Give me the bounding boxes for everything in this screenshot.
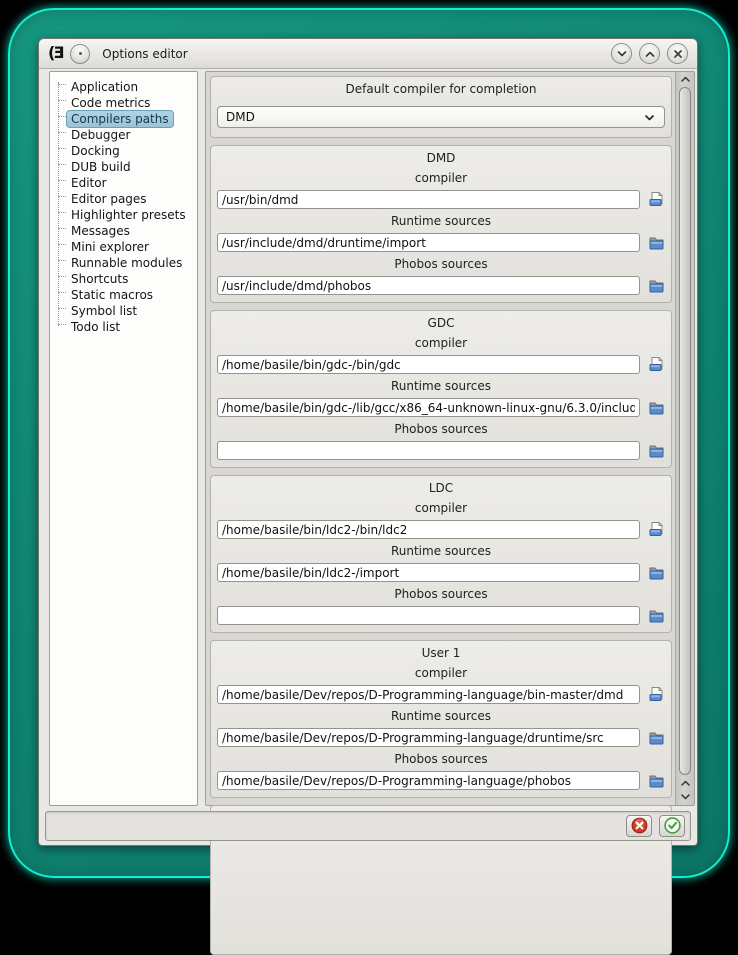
chevron-down-icon [616,48,628,60]
statusbar-panel [45,811,691,841]
field-label: Phobos sources [394,752,488,766]
browse-file-button[interactable] [646,355,666,374]
open-file-icon [648,356,665,373]
browse-folder-button[interactable] [646,441,666,460]
sidebar-item-messages[interactable]: Messages [71,224,130,238]
ldc-compiler-input[interactable] [217,520,640,539]
field-label: Runtime sources [390,544,492,558]
user1-compiler-input[interactable] [217,685,640,704]
folder-icon [648,400,665,416]
sidebar-item-editor[interactable]: Editor [71,176,107,190]
window-menu-button[interactable] [70,44,90,64]
chevron-up-icon [680,779,691,788]
open-file-icon [648,521,665,538]
field-label: Phobos sources [394,257,488,271]
chevron-down-icon [680,792,691,801]
app-logo-icon: (Ǝ [48,42,63,62]
field-label: Runtime sources [390,709,492,723]
sidebar-item-highlighter-presets[interactable]: Highlighter presets [71,208,186,222]
chevron-up-icon [680,75,691,84]
sidebar-item-todo-list[interactable]: Todo list [71,320,121,334]
close-button[interactable] [667,43,688,64]
user1-phobos-sources-input[interactable] [217,771,640,790]
user1-group [210,640,672,798]
sidebar-item-debugger[interactable]: Debugger [71,128,131,142]
ldc-group [210,475,672,633]
window-title: Options editor [102,46,188,61]
group-title: GDC [427,316,455,330]
statusbar [39,806,697,845]
sidebar-item-application[interactable]: Application [71,80,139,94]
dmd-phobos-sources-input[interactable] [217,276,640,295]
chevron-up-icon [644,48,656,60]
browse-folder-button[interactable] [646,728,666,747]
browse-file-button[interactable] [646,520,666,539]
folder-icon [648,235,665,251]
default-compiler-select[interactable] [217,106,665,128]
scroll-up-button[interactable] [676,72,694,86]
field-label: compiler [414,171,468,185]
field-label: compiler [414,501,468,515]
scrollbar-thumb[interactable] [679,87,691,775]
panel-scrollbar[interactable] [675,72,694,805]
open-file-icon [648,686,665,703]
close-x-icon [672,48,684,60]
browse-folder-button[interactable] [646,233,666,252]
category-tree [54,76,195,332]
red-circle-x-icon [631,817,648,834]
sidebar-item-docking[interactable]: Docking [71,144,120,158]
category-list [49,71,198,806]
browse-folder-button[interactable] [646,398,666,417]
group-title: LDC [428,481,454,495]
gdc-group [210,310,672,468]
maximize-button[interactable] [639,43,660,64]
group-title: User 1 [421,646,461,660]
open-file-icon [648,191,665,208]
minimize-button[interactable] [611,43,632,64]
ldc-phobos-sources-input[interactable] [217,606,640,625]
group-title: Default compiler for completion [345,82,537,96]
sidebar-item-dub-build[interactable]: DUB build [71,160,131,174]
cancel-button[interactable] [626,815,652,837]
ok-button[interactable] [659,815,685,837]
sidebar-item-compilers-paths[interactable]: Compilers paths [66,110,174,128]
titlebar[interactable] [39,39,697,69]
field-label: Runtime sources [390,379,492,393]
folder-icon [648,565,665,581]
menu-dot-icon [79,52,82,55]
browse-file-button[interactable] [646,190,666,209]
field-label: compiler [414,666,468,680]
field-label: compiler [414,336,468,350]
browse-folder-button[interactable] [646,276,666,295]
sidebar-item-mini-explorer[interactable]: Mini explorer [71,240,149,254]
gdc-runtime-sources-input[interactable] [217,398,640,417]
group-title: DMD [426,151,456,165]
chevron-down-icon [643,111,656,124]
dmd-compiler-input[interactable] [217,190,640,209]
gdc-phobos-sources-input[interactable] [217,441,640,460]
dmd-runtime-sources-input[interactable] [217,233,640,252]
options-editor-window [38,38,698,846]
compilers-paths-panel [205,71,695,806]
folder-icon [648,608,665,624]
scroll-up-button-bottom[interactable] [680,777,691,790]
settings-scroll-area [206,72,675,805]
field-label: Phobos sources [394,587,488,601]
folder-icon [648,278,665,294]
folder-icon [648,443,665,459]
sidebar-item-editor-pages[interactable]: Editor pages [71,192,147,206]
browse-folder-button[interactable] [646,606,666,625]
ldc-runtime-sources-input[interactable] [217,563,640,582]
gdc-compiler-input[interactable] [217,355,640,374]
browse-file-button[interactable] [646,685,666,704]
sidebar-item-symbol-list[interactable]: Symbol list [71,304,138,318]
green-circle-check-icon [664,817,681,834]
browse-folder-button[interactable] [646,563,666,582]
folder-icon [648,730,665,746]
dmd-group [210,145,672,303]
field-label: Runtime sources [390,214,492,228]
sidebar-item-shortcuts[interactable]: Shortcuts [71,272,129,286]
sidebar-item-static-macros[interactable]: Static macros [71,288,154,302]
default-compiler-group [210,76,672,138]
scroll-down-button[interactable] [680,790,691,803]
sidebar-item-runnable-modules[interactable]: Runnable modules [71,256,183,270]
sidebar-item-code-metrics[interactable]: Code metrics [71,96,151,110]
folder-icon [648,773,665,789]
user1-runtime-sources-input[interactable] [217,728,640,747]
field-label: Phobos sources [394,422,488,436]
selected-compiler: DMD [226,110,255,124]
browse-folder-button[interactable] [646,771,666,790]
